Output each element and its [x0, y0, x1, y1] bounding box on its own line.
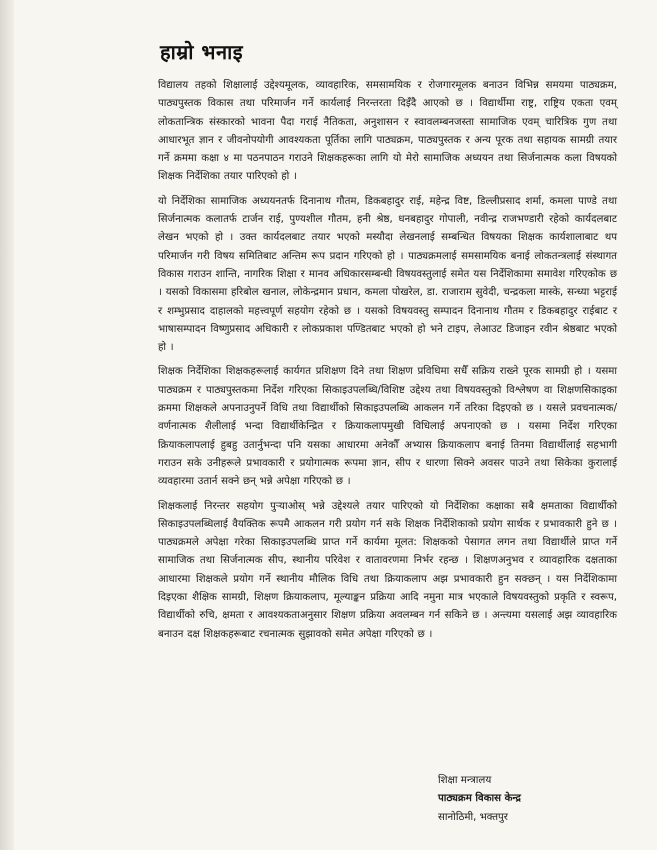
- paragraph-2: यो निर्देशिका सामाजिक अध्ययनतर्फ दिनानाथ गौतम, डिकबहादुर राई, महेन्द्र विष्ट, डिल्लीप्रसाद शर्मा, कमला पाण्डे तथा सिर्जनात्मक कलातर्फ टार्जन राई, पुण्यशील गौतम, हनी श्रेष्ठ, धनबहादुर गोपाली, नवीन्द्र राजभण्डारी रहेको कार्यदलबाट लेखन भएको हो । उक्त कार्यदलबाट तयार भएको मस्यौदा लेखनलाई सम्बन्धित विषयका शिक्षक कार्यशालाबाट थप परिमार्जन गरी विषय समितिबाट अन्तिम रूप प्रदान गरिएको हो । पाठ्यक्रमलाई समसामयिक बनाई लोकतन्त्रलाई संस्थागत विकास गराउन शान्ति, नागरिक शिक्षा र मानव अधिकारसम्बन्धी विषयवस्तुलाई समेत यस निर्देशिकामा समावेश गरिएकोक छ । यसको विकासमा हरिबोल खनाल, लोकेन्द्रमान प्रधान, कमला पोखरेल, डा. राजाराम सुवेदी, चन्द्रकला मास्के, सन्ध्या भट्टराई र शम्भुप्रसाद दाहालको महत्त्वपूर्ण सहयोग रहेको छ । यसको विषयवस्तु सम्पादन दिनानाथ गौतम र डिकबहादुर राईबाट र भाषासम्पादन विष्णुप्रसाद अधिकारी र लोकप्रकाश पण्डितबाट भएको हो भने टाइप, लेआउट डिजाइन रवीन श्रेष्ठबाट भएको हो ।: [158, 195, 617, 354]
- signature-organization: पाठ्यक्रम विकास केन्द्र: [438, 793, 521, 805]
- signature-block: [438, 772, 521, 827]
- signature-location: सानोठिमी, भक्तपुर: [438, 811, 508, 823]
- paragraph-3: शिक्षक निर्देशिका शिक्षकहरूलाई कार्यगत प्रशिक्षण दिने तथा शिक्षण प्रविधिमा सधैँ सक्रिय राख्ने पूरक सामग्री हो । यसमा पाठ्यक्रम र पाठ्यपुस्तकमा निर्देश गरिएका सिकाइउपलब्धि/विशिष्ट उद्देश्य तथा विषयवस्तुको विश्लेषण वा शिक्षणसिकाइका क्रममा शिक्षकले अपनाउनुपर्ने विधि तथा विद्यार्थीको सिकाइउपलब्धि आकलन गर्ने तरिका दिइएको छ । यसले प्रवचनात्मक/वर्णनात्मक शैलीलाई भन्दा विद्यार्थीकेन्द्रित र क्रियाकलापमुखी विधिलाई अपनाएको छ । यसमा निर्देश गरिएका क्रियाकलापलाई हुबहु उतार्नुभन्दा पनि यसका आधारमा अनेकौँ अभ्यास क्रियाकलाप बनाई तिनमा विद्यार्थीलाई सहभागी गराउन सके उनीहरूले प्रभावकारी र प्रयोगात्मक रूपमा ज्ञान, सीप र धारणा सिक्ने अवसर पाउने तथा सिकेका कुरालाई व्यवहारमा उतार्न सक्ने छन् भन्ने अपेक्षा गरिएको छ ।: [158, 366, 617, 488]
- paragraph-1: विद्यालय तहको शिक्षालाई उद्देश्यमूलक, व्यावहारिक, समसामयिक र रोजगारमूलक बनाउन विभिन्न समयमा पाठ्यक्रम, पाठ्यपुस्तक विकास तथा परिमार्जन गर्ने कार्यलाई निरन्तरता दिइँदै आएको छ । विद्यार्थीमा राष्ट्र, राष्ट्रिय एकता एवम् लोकतान्त्रिक संस्कारको भावना पैदा गराई नैतिकता, अनुशासन र स्वावलम्बनजस्ता सामाजिक एवम् चारित्रिक गुण तथा आधारभूत ज्ञान र जीवनोपयोगी आवश्यकता पूर्तिका लागि पाठ्यक्रम, पाठ्यपुस्तक र अन्य पूरक तथा सहायक सामग्री तयार गर्ने क्रममा कक्षा ४ मा पठनपाठन गराउने शिक्षकहरूका लागि यो मेरो सामाजिक अध्ययन तथा सिर्जनात्मक कला विषयको शिक्षक निर्देशिका तयार पारिएको हो ।: [158, 80, 617, 183]
- paragraph-4: शिक्षकलाई निरन्तर सहयोग पुऱ्याओस् भन्ने उद्देश्यले तयार पारिएको यो निर्देशिका कक्षाका सबै क्षमताका विद्यार्थीको सिकाइउपलब्धिलाई वैयक्तिक रूपमै आकलन गरी प्रयोग गर्न सके शिक्षक निर्देशिकाको प्रयोग सार्थक र प्रभावकारी हुने छ । पाठ्यक्रमले अपेक्षा गरेका सिकाइउपलब्धि प्राप्त गर्ने कार्यमा मूलत: शिक्षकको पेसागत लगन तथा विद्यार्थीले प्राप्त गर्ने सामाजिक तथा सिर्जनात्मक सीप, स्थानीय परिवेश र वातावरणमा निर्भर रहन्छ । शिक्षणअनुभव र व्यावहारिक दक्षताका आधारमा शिक्षकले प्रयोग गर्ने स्थानीय मौलिक विधि तथा क्रियाकलाप अझ प्रभावकारी हुन सक्छन् । यस निर्देशिकामा दिइएका शैक्षिक सामग्री, शिक्षण क्रियाकलाप, मूल्याङ्कन प्रक्रिया आदि नमुना मात्र भएकाले विषयवस्तुको प्रकृति र स्वरूप, विद्यार्थीको रुचि, क्षमता र आवश्यकताअनुसार शिक्षण प्रक्रिया अवलम्बन गर्न सकिने छ । अन्त्यमा यसलाई अझ व्यावहारिक बनाउन दक्ष शिक्षकहरूबाट रचनात्मक सुझावको समेत अपेक्षा गरिएको छ ।: [158, 500, 617, 640]
- signature-ministry: शिक्षा मन्त्रालय: [438, 775, 492, 786]
- page-title: हाम्रो भनाइ: [160, 40, 244, 64]
